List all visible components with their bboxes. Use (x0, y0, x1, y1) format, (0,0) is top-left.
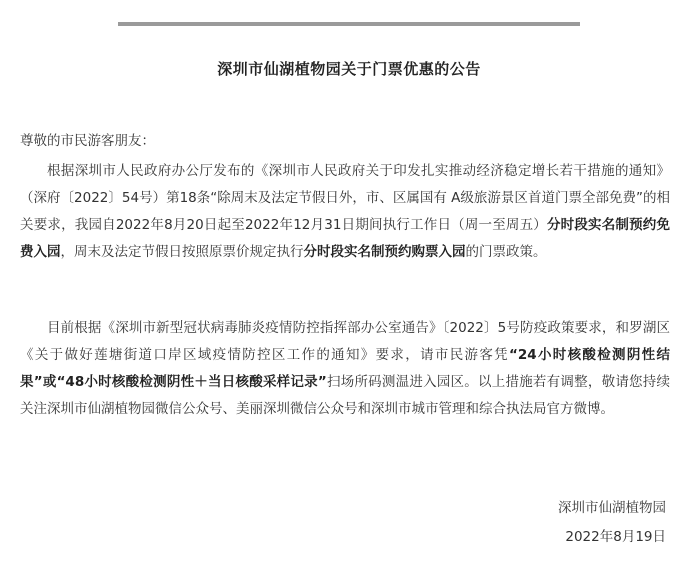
p2-bold-test-requirement: “24小时核酸检测阴性结果”或“48小时核酸检测阴性＋当日核酸采样记录” (20, 347, 670, 390)
paragraph-ticket-policy (20, 158, 670, 266)
p2-text-1: 目前根据《深圳市新型冠状病毒肺炎疫情防控指挥部办公室通告》〔2022〕5号防疫政策要求，和罗湖区《关于做好莲塘街道口岸区域疫情防控区工作的通知》要求，请市民游客凭 (20, 320, 670, 363)
paragraph-epidemic-policy (20, 315, 670, 423)
signature-date: 2022年8月19日 (565, 529, 666, 545)
notice-title: 深圳市仙湖植物园关于门票优惠的公告 (217, 60, 481, 78)
p1-bold-free-entry: 分时段实名制预约免费入园 (20, 217, 671, 260)
p1-bold-paid-entry: 分时段实名制预约购票入园 (303, 244, 466, 260)
top-divider (118, 22, 580, 26)
p1-text-1: 根据深圳市人民政府办公厅发布的《深圳市人民政府关于印发扎实推动经济稳定增长若干措施的通知》（深府〔2022〕54号）第18条“除周末及法定节假日外，市、区属国有 A级旅游景区首道门票全部免费”的相关要求，我园自2022年8月20日起至2022年12月31日期间执行工作日（周一至周五） (20, 163, 670, 233)
signature-organization: 深圳市仙湖植物园 (558, 500, 666, 516)
greeting: 尊敬的市民游客朋友： (20, 133, 155, 149)
p1-text-2: ，周末及法定节假日按照原票价规定执行 (60, 244, 304, 260)
p1-text-3: 的门票政策。 (465, 244, 547, 260)
p2-text-2: 扫场所码测温进入园区。以上措施若有调整，敬请您持续关注深圳市仙湖植物园微信公众号、美丽深圳微信公众号和深圳市城市管理和综合执法局官方微博。 (20, 374, 671, 417)
